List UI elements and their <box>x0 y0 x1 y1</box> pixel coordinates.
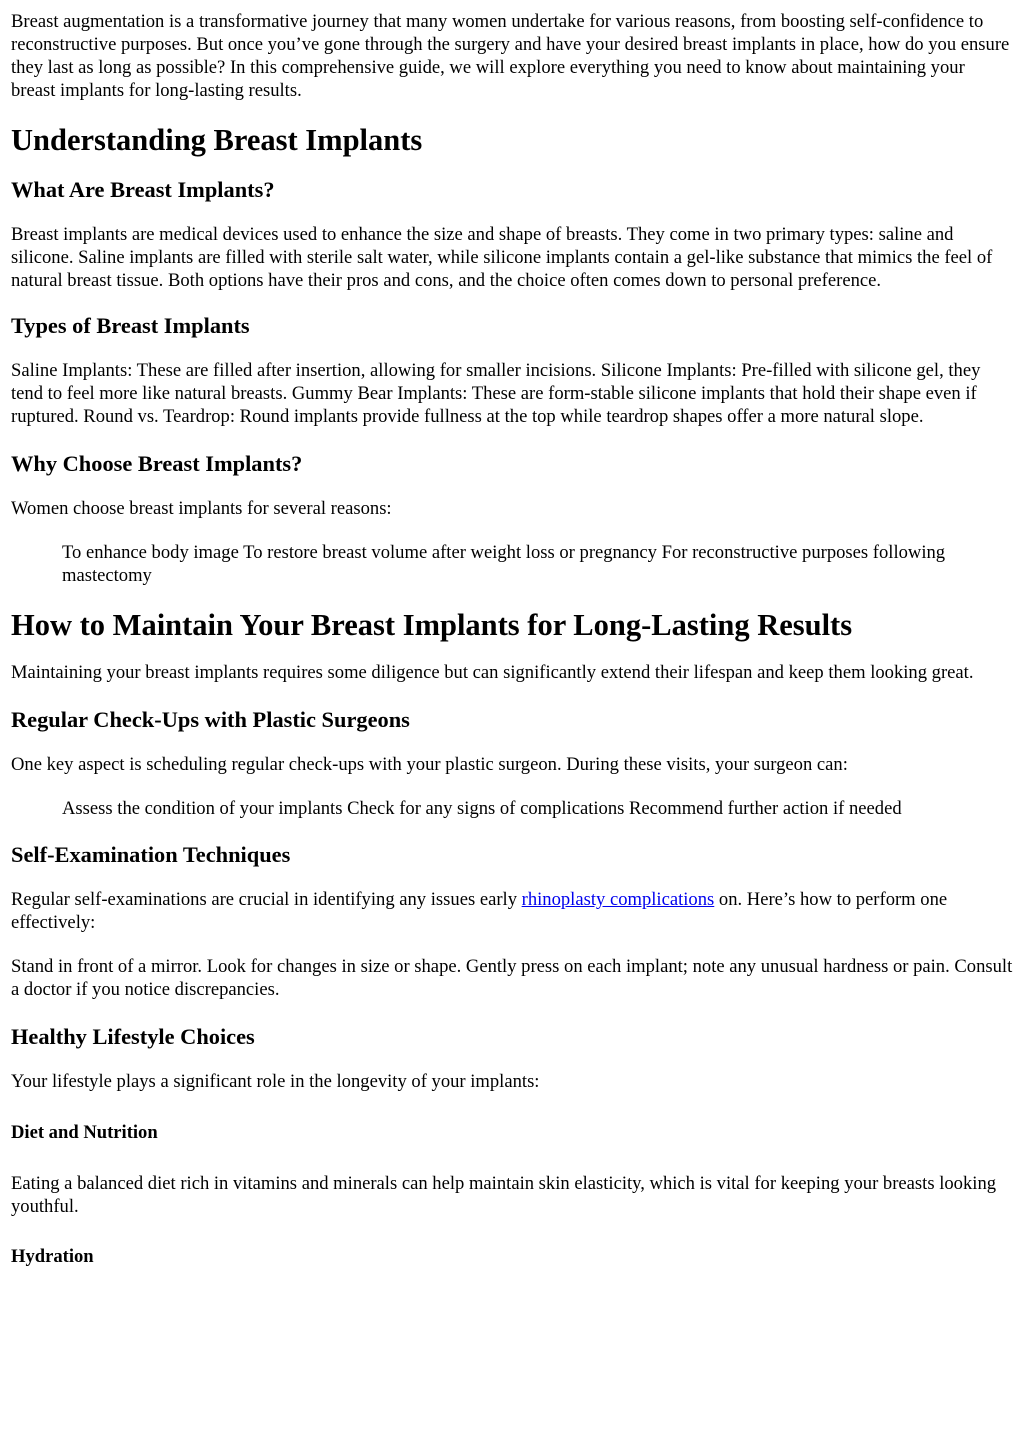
heading-why-choose: Why Choose Breast Implants? <box>11 451 303 476</box>
heading-what-are-implants: What Are Breast Implants? <box>11 177 275 202</box>
paragraph-healthy-lifestyle: Your lifestyle plays a significant role in the longevity of your implants: <box>11 1071 540 1092</box>
paragraph-types-of-implants: Saline Implants: These are filled after insertion, allowing for smaller incisions. Silicone Implants: Pre-filled with silicone gel, they tend to feel more like natural breasts. Gummy Bear Implants: These are form-stable silicone implants that hold their shape even if ruptured. Round vs. Teardrop: Round implants provide fullness at the top while teardrop shapes offer a more natural slope. <box>11 360 981 427</box>
heading-hydration: Hydration <box>11 1246 94 1267</box>
section-title-maintain: How to Maintain Your Breast Implants for Long-Lasting Results <box>11 608 853 642</box>
checkup-actions-quote: Assess the condition of your implants Check for any signs of complications Recommend further action if needed <box>62 798 902 819</box>
self-exam-text-before: Regular self-examinations are crucial in identifying any issues early <box>11 889 522 910</box>
rhinoplasty-complications-link[interactable]: rhinoplasty complications <box>521 889 715 910</box>
heading-types-of-implants: Types of Breast Implants <box>11 313 250 338</box>
heading-self-examination: Self-Examination Techniques <box>11 842 291 867</box>
heading-diet-nutrition: Diet and Nutrition <box>11 1122 158 1143</box>
paragraph-why-choose: Women choose breast implants for several reasons: <box>11 498 392 519</box>
reasons-quote: To enhance body image To restore breast volume after weight loss or pregnancy For reconstructive purposes following mastectomy <box>62 542 946 586</box>
intro-paragraph: Breast augmentation is a transformative journey that many women undertake for various reasons, from boosting self-confidence to reconstructive purposes. But once you’ve gone through the surgery and have your desired breast implants in place, how do you ensure they last as long as possible? In this comprehensive guide, we will explore everything you need to know about maintaining your breast implants for long-lasting results. <box>11 11 1010 101</box>
section-title-understanding: Understanding Breast Implants <box>11 123 423 157</box>
paragraph-check-ups: One key aspect is scheduling regular check-ups with your plastic surgeon. During these visits, your surgeon can: <box>11 754 848 775</box>
paragraph-what-are-implants: Breast implants are medical devices used to enhance the size and shape of breasts. They come in two primary types: saline and silicone. Saline implants are filled with sterile salt water, while silicone implants contain a gel-like substance that mimics the feel of natural breast tissue. Both options have their pros and cons, and the choice often comes down to personal preference. <box>11 224 993 291</box>
paragraph-self-examination <box>11 888 1013 934</box>
paragraph-diet-nutrition: Eating a balanced diet rich in vitamins and minerals can help maintain skin elasticity, which is vital for keeping your breasts looking youthful. <box>11 1173 997 1217</box>
self-exam-text-after: on. Here’s how to perform one effectively: <box>11 889 948 933</box>
paragraph-self-exam-steps: Stand in front of a mirror. Look for changes in size or shape. Gently press on each implant; note any unusual hardness or pain. Consult a doctor if you notice discrepancies. <box>11 956 1013 1000</box>
heading-check-ups: Regular Check-Ups with Plastic Surgeons <box>11 707 410 732</box>
heading-healthy-lifestyle: Healthy Lifestyle Choices <box>11 1024 255 1049</box>
paragraph-maintain-intro: Maintaining your breast implants requires some diligence but can significantly extend their lifespan and keep them looking great. <box>11 662 974 683</box>
